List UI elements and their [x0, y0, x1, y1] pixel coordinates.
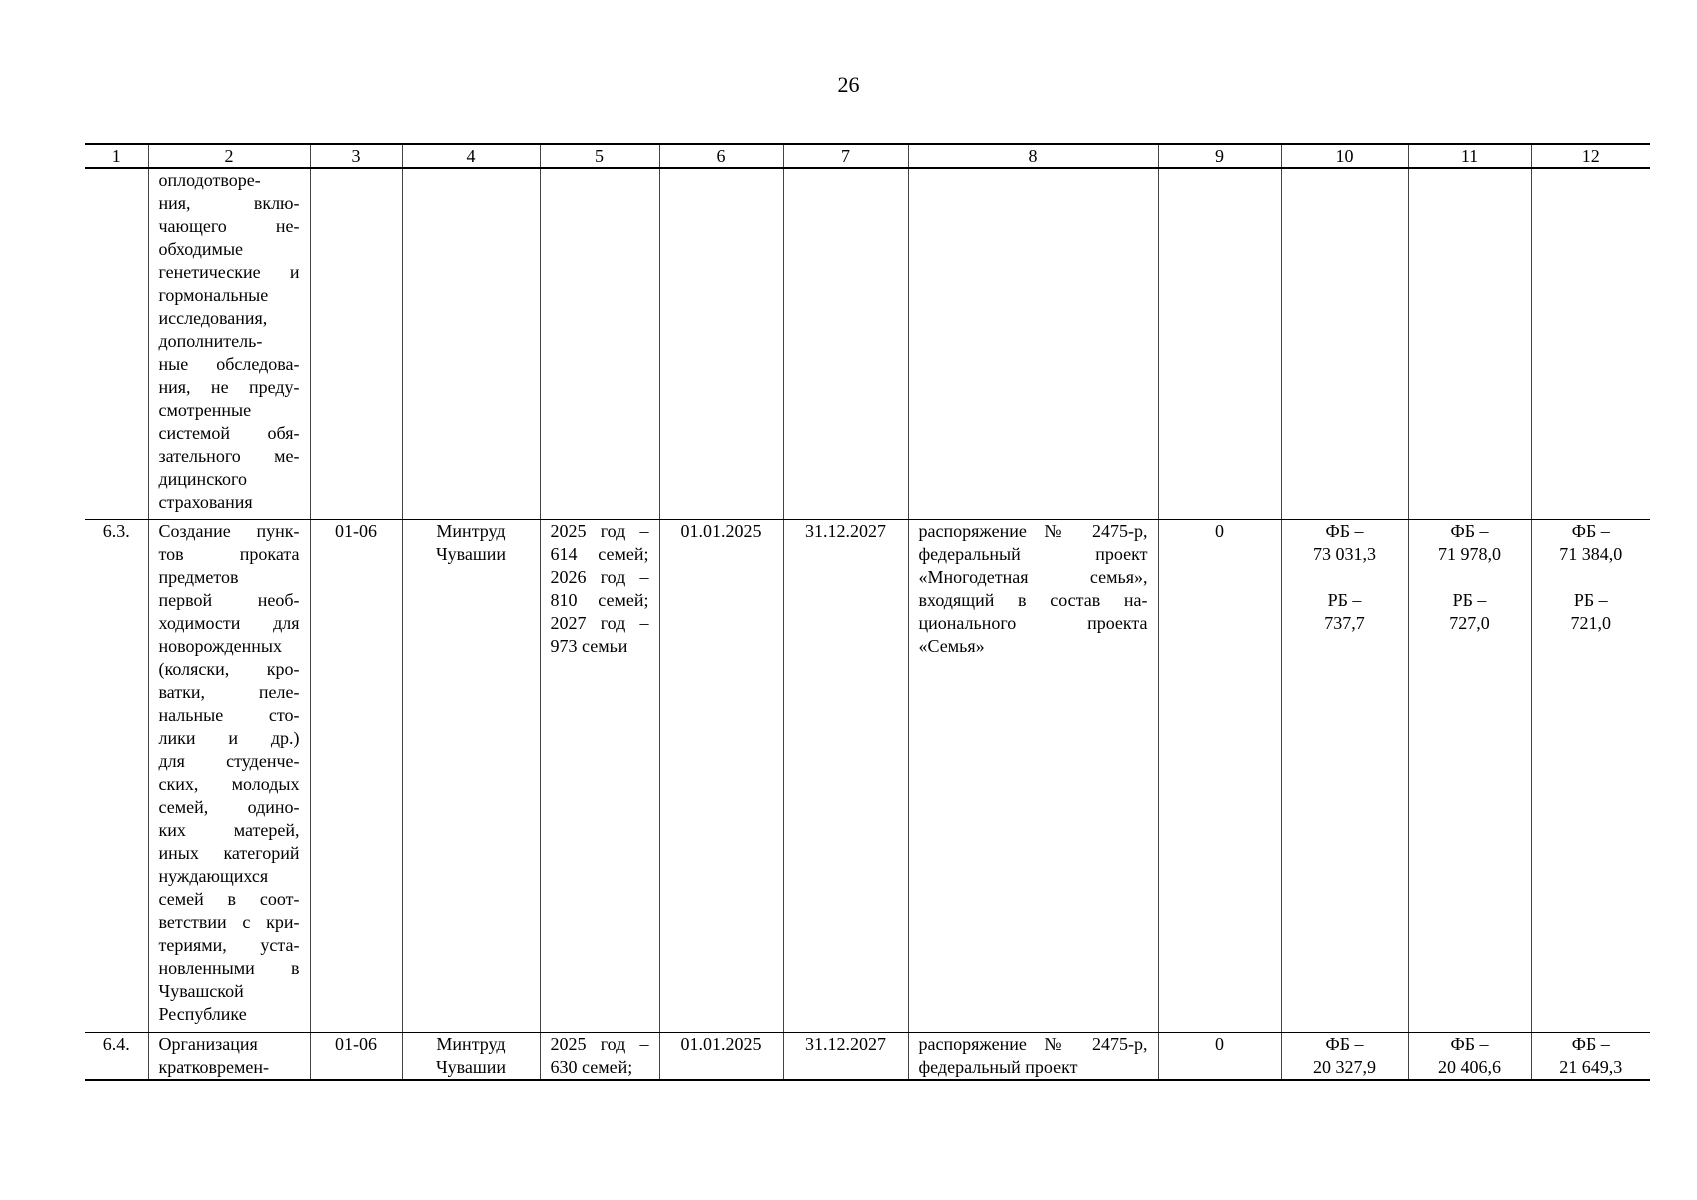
indicator	[540, 168, 659, 520]
executor-line	[413, 169, 530, 192]
funding-2027-line: 721,0	[1570, 613, 1611, 633]
column-header: 6	[659, 144, 783, 168]
measure-name-line: Чувашской	[158, 981, 244, 1001]
measure-name-line: семей в соот-	[158, 889, 300, 909]
column-header: 11	[1408, 144, 1531, 168]
table-row	[85, 520, 1650, 1033]
funding-2025	[1281, 520, 1408, 1033]
indicator	[540, 520, 659, 1033]
flag-value	[1158, 168, 1281, 520]
funding-2025-line	[1292, 566, 1398, 589]
measure-name-line: ные обследова-	[158, 354, 300, 374]
funding-2026-line	[1419, 566, 1521, 589]
funding-2026	[1408, 1033, 1531, 1081]
budget-code: 01-06	[310, 520, 402, 1033]
funding-2026	[1408, 520, 1531, 1033]
column-header: 10	[1281, 144, 1408, 168]
measures-table	[85, 143, 1650, 1081]
measure-name	[148, 168, 310, 520]
measure-name-line: нальные сто-	[158, 705, 300, 725]
funding-2025-line: ФБ –	[1325, 1034, 1364, 1054]
measure-name-line: ких матерей,	[158, 820, 300, 840]
measure-name-line: обходимые	[158, 239, 244, 259]
basis-line: «Многодетная семья»,	[918, 567, 1148, 587]
measure-name-line: новорожденных	[158, 636, 283, 656]
column-header: 7	[783, 144, 908, 168]
executor	[402, 168, 540, 520]
basis	[908, 168, 1158, 520]
funding-2027-line	[1542, 566, 1641, 589]
measure-name-line: ния, не преду-	[158, 377, 300, 397]
funding-2027-line: 21 649,3	[1559, 1057, 1623, 1077]
measure-name-line: для студенче-	[158, 751, 300, 771]
budget-code: 01-06	[310, 1033, 402, 1081]
indicator-line: 2025 год –	[550, 521, 649, 541]
executor-line: Минтруд	[436, 521, 506, 541]
measure-name-line: ветствии с кри-	[158, 912, 300, 932]
measure-name-line: генетические и	[158, 262, 300, 282]
measure-name-line: Республике	[158, 1004, 247, 1024]
start-date: 01.01.2025	[659, 1033, 783, 1081]
column-header: 1	[85, 144, 148, 168]
basis-line: «Семья»	[918, 636, 985, 656]
column-header: 3	[310, 144, 402, 168]
executor	[402, 520, 540, 1033]
executor-line: Чувашии	[435, 1057, 507, 1077]
basis-line: распоряжение № 2475-р,	[918, 521, 1148, 541]
measure-name-line: зательного ме-	[158, 446, 300, 466]
measure-name-line: нуждающихся	[158, 866, 269, 886]
funding-2025-line: ФБ –	[1325, 521, 1364, 541]
basis	[908, 1033, 1158, 1081]
indicator-line: 614 семей;	[550, 544, 649, 564]
basis-line: распоряжение № 2475-р,	[918, 1034, 1148, 1054]
start-date	[659, 168, 783, 520]
measure-name-line: чающего не-	[158, 216, 300, 236]
measure-name-line: исследования,	[158, 308, 268, 328]
measure-name	[148, 520, 310, 1033]
indicator-line: 630 семей;	[550, 1057, 633, 1077]
measure-name-line: предметов	[158, 567, 239, 587]
page-number: 26	[837, 72, 860, 97]
indicator-line: 2026 год –	[550, 567, 649, 587]
funding-2025-line: РБ –	[1327, 590, 1362, 610]
column-header: 9	[1158, 144, 1281, 168]
column-header: 8	[908, 144, 1158, 168]
measure-name-line: системой обя-	[158, 423, 300, 443]
column-header: 12	[1531, 144, 1650, 168]
measure-name-line: первой необ-	[158, 590, 300, 610]
start-date: 01.01.2025	[659, 520, 783, 1033]
indicator-line: 2027 год –	[550, 613, 649, 633]
table-row	[85, 168, 1650, 520]
measure-name-line: иных категорий	[158, 843, 300, 863]
measure-name-line: кратковремен-	[158, 1057, 269, 1077]
row-number	[85, 168, 148, 520]
executor	[402, 1033, 540, 1081]
indicator-line: 973 семьи	[550, 636, 628, 656]
row-number: 6.4.	[85, 1033, 148, 1081]
funding-2026-line: ФБ –	[1450, 521, 1489, 541]
basis-line: входящий в состав на-	[918, 590, 1148, 610]
funding-2027	[1531, 520, 1650, 1033]
funding-2025	[1281, 168, 1408, 520]
flag-value: 0	[1158, 520, 1281, 1033]
end-date	[783, 168, 908, 520]
measure-name-line: дицинского	[158, 469, 247, 489]
indicator-line: 2025 год –	[550, 1034, 649, 1054]
measure-name-line: гормональные	[158, 285, 269, 305]
funding-2026-line: 20 406,6	[1438, 1057, 1501, 1077]
funding-2027-line: 71 384,0	[1559, 544, 1623, 564]
basis-line: федеральный проект	[918, 544, 1148, 564]
executor-line: Чувашии	[435, 544, 507, 564]
funding-2026-line: 727,0	[1449, 613, 1490, 633]
measure-name	[148, 1033, 310, 1081]
basis-line: ционального проекта	[918, 613, 1148, 633]
indicator-line: 810 семей;	[550, 590, 649, 610]
funding-2026	[1408, 168, 1531, 520]
measure-name-line: страхования	[158, 492, 253, 512]
funding-2027-line: ФБ –	[1571, 521, 1610, 541]
funding-2027-line: РБ –	[1573, 590, 1608, 610]
measure-name-line: териями, уста-	[158, 935, 300, 955]
basis	[908, 520, 1158, 1033]
funding-2025-line: 73 031,3	[1313, 544, 1376, 564]
end-date: 31.12.2027	[783, 1033, 908, 1081]
measure-name-line: ния, вклю-	[158, 193, 300, 213]
end-date: 31.12.2027	[783, 520, 908, 1033]
table-row	[85, 1033, 1650, 1081]
executor-line	[413, 192, 530, 215]
flag-value: 0	[1158, 1033, 1281, 1081]
budget-code	[310, 168, 402, 520]
funding-2025	[1281, 1033, 1408, 1081]
measure-name-line: лики и др.)	[158, 728, 300, 748]
funding-2026-line: РБ –	[1452, 590, 1487, 610]
funding-2027	[1531, 1033, 1650, 1081]
funding-2027	[1531, 168, 1650, 520]
funding-2026-line: ФБ –	[1450, 1034, 1489, 1054]
row-number: 6.3.	[85, 520, 148, 1033]
measure-name-line: ских, молодых	[158, 774, 300, 794]
column-header: 2	[148, 144, 310, 168]
funding-2025-line: 737,7	[1324, 613, 1365, 633]
measure-name-line: (коляски, кро-	[158, 659, 300, 679]
measure-name-line: Создание пунк-	[158, 521, 300, 541]
measure-name-line: тов проката	[158, 544, 300, 564]
executor-line: Минтруд	[436, 1034, 506, 1054]
measure-name-line: семей, одино-	[158, 797, 300, 817]
measure-name-line: смотренные	[158, 400, 252, 420]
measure-name-line: ватки, пеле-	[158, 682, 300, 702]
measure-name-line: оплодотворе-	[158, 170, 261, 190]
measure-name-line: новленными в	[158, 958, 300, 978]
funding-2027-line: ФБ –	[1571, 1034, 1610, 1054]
funding-2026-line: 71 978,0	[1438, 544, 1501, 564]
measure-name-line: Организация	[158, 1034, 258, 1054]
column-header: 5	[540, 144, 659, 168]
column-header: 4	[402, 144, 540, 168]
basis-line: федеральный проект	[918, 1057, 1078, 1077]
funding-2025-line: 20 327,9	[1313, 1057, 1376, 1077]
measure-name-line: дополнитель-	[158, 331, 263, 351]
indicator	[540, 1033, 659, 1081]
column-numbers-row	[85, 144, 1650, 168]
measure-name-line: ходимости для	[158, 613, 300, 633]
